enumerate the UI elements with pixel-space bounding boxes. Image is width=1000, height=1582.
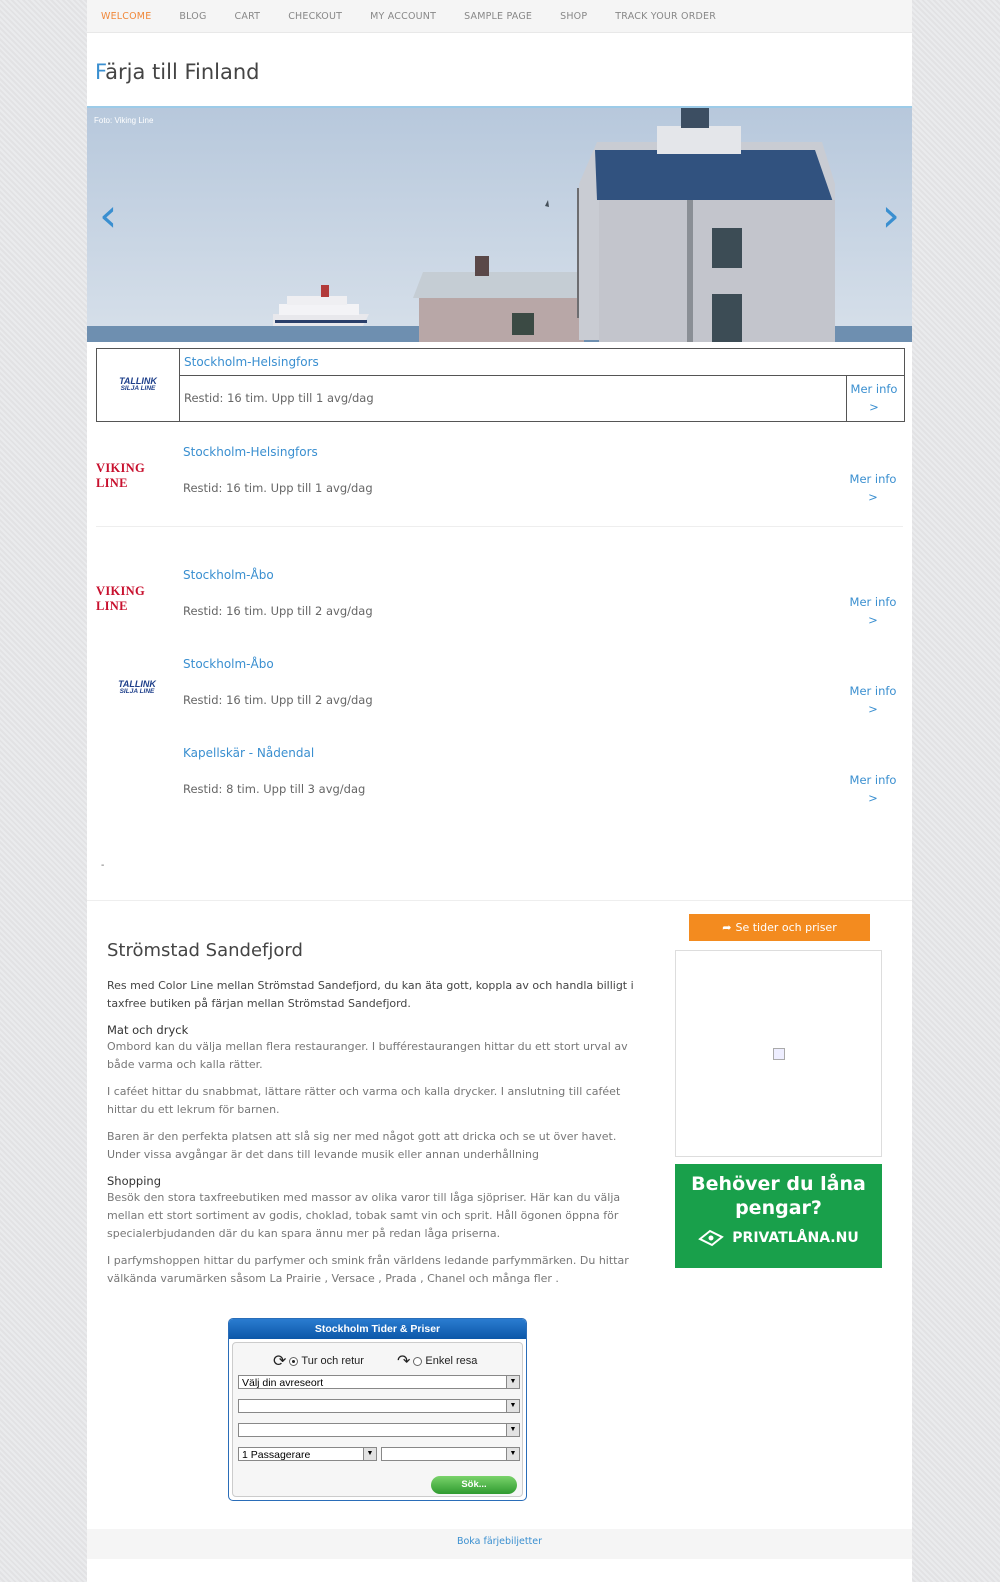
footer: [87, 1529, 912, 1559]
ferry-row: [96, 563, 903, 643]
nav-my-account[interactable]: MY ACCOUNT: [370, 10, 437, 22]
loan-brand-text: PRIVATLÅNA.NU: [732, 1230, 859, 1246]
lighthouse-building: [579, 108, 835, 342]
shopping-paragraph: Besök den stora taxfreebutiken med massor av olika varor till låga sjöpriser. Här kan du välja mellan ett stort sortiment av godis, choklad, tobak samt vin och sprit. Håll ögonen öppna för specialerbjudanden där du kan spara ännu mer på redan låga priserna.: [107, 1191, 621, 1240]
widget-form: [232, 1342, 523, 1497]
more-info-button[interactable]: [850, 380, 898, 416]
more-info-arrow: >: [868, 613, 878, 627]
viking-line-logo-text: VIKING LINE: [96, 461, 146, 490]
destination-select[interactable]: [238, 1399, 520, 1413]
divider: [96, 526, 903, 527]
cell-divider: [846, 375, 847, 421]
tallink-logo: [96, 672, 178, 704]
article-title: Strömstad Sandefjord: [107, 940, 303, 961]
section-divider: [87, 900, 912, 901]
nav-cart[interactable]: CART: [234, 10, 261, 22]
hero-slider: [87, 106, 912, 342]
route-info: Restid: 8 tim. Upp till 3 avg/dag: [183, 782, 366, 796]
roundtrip-radio[interactable]: [289, 1357, 298, 1366]
see-times-label: Se tider och priser: [735, 921, 837, 934]
oneway-radio[interactable]: [413, 1357, 422, 1366]
dropdown-arrow-icon: ▼: [506, 1448, 519, 1460]
nav-shop[interactable]: SHOP: [560, 10, 588, 22]
loan-banner[interactable]: [675, 1164, 882, 1268]
more-info-arrow: >: [868, 791, 878, 805]
viking-line-logo: [96, 460, 178, 492]
route-info: Restid: 16 tim. Upp till 2 avg/dag: [183, 604, 373, 618]
more-info-label: Mer info: [849, 684, 897, 698]
route-link[interactable]: Stockholm-Åbo: [183, 568, 274, 582]
date-select[interactable]: [238, 1423, 520, 1437]
widget-title: Stockholm Tider & Priser: [229, 1319, 526, 1339]
oneway-icon: ↷: [397, 1353, 411, 1370]
roundtrip-icon: ⟳: [273, 1353, 287, 1370]
photo-credit: Foto: Viking Line: [94, 116, 154, 125]
viking-line-logo-text: VIKING LINE: [96, 584, 146, 613]
more-info-arrow: >: [868, 490, 878, 504]
ad-box[interactable]: [675, 950, 882, 1157]
departure-select[interactable]: [238, 1375, 520, 1389]
viking-line-logo: [96, 583, 178, 615]
slider-next-icon[interactable]: ›: [881, 188, 900, 242]
broken-image-icon: [773, 1048, 785, 1060]
see-times-button[interactable]: [689, 914, 870, 941]
more-info-arrow: >: [868, 702, 878, 716]
roundtrip-label: Tur och retur: [301, 1355, 364, 1367]
site-title[interactable]: [95, 60, 260, 84]
ferry-row: [96, 348, 905, 422]
more-info-button[interactable]: [849, 593, 897, 629]
more-info-label: Mer info: [849, 595, 897, 609]
booking-widget: [228, 1318, 527, 1501]
oneway-option[interactable]: [397, 1351, 477, 1371]
route-info: Restid: 16 tim. Upp till 2 avg/dag: [183, 693, 373, 707]
ferry-row: [96, 652, 903, 732]
passengers-select[interactable]: [238, 1447, 377, 1461]
nav-sample-page[interactable]: SAMPLE PAGE: [464, 10, 533, 22]
food-heading: Mat och dryck: [107, 1023, 189, 1037]
more-info-label: Mer info: [849, 773, 897, 787]
dropdown-arrow-icon: ▼: [506, 1424, 519, 1436]
share-arrow-icon: ➦: [722, 921, 732, 934]
food-paragraph: I caféet hittar du snabbmat, lättare rätter och varma och kalla drycker. I anslutning till caféet hittar du ett lekrum för barnen.: [107, 1085, 621, 1116]
dropdown-arrow-icon: ▼: [506, 1376, 519, 1388]
page: [87, 0, 912, 1582]
article-lead: Res med Color Line mellan Strömstad Sandefjord, du kan äta gott, koppla av och handla billigt i taxfree butiken på färjan mellan Strömstad Sandefjord.: [107, 979, 634, 1010]
more-info-label: Mer info: [850, 382, 898, 396]
route-info: Restid: 16 tim. Upp till 1 avg/dag: [184, 391, 374, 405]
more-info-label: Mer info: [849, 472, 897, 486]
nav-track-order[interactable]: TRACK YOUR ORDER: [615, 10, 717, 22]
food-paragraph: Ombord kan du välja mellan flera restauranger. I bufférestaurangen hittar du ett stort urval av både varma och kalla rätter.: [107, 1040, 628, 1071]
top-nav: [87, 0, 912, 33]
dropdown-arrow-icon: ▼: [506, 1400, 519, 1412]
passengers-value: 1 Passagerare: [242, 1449, 311, 1461]
departure-value: Välj din avreseort: [242, 1377, 324, 1389]
nav-welcome[interactable]: WELCOME: [101, 10, 152, 22]
more-info-arrow: >: [869, 400, 879, 414]
tallink-logo: [97, 349, 180, 421]
vehicle-select[interactable]: [381, 1447, 520, 1461]
dropdown-arrow-icon: ▼: [363, 1448, 376, 1460]
site-title-first: F: [95, 60, 106, 84]
search-button[interactable]: Sök...: [431, 1476, 517, 1494]
route-link[interactable]: Stockholm-Åbo: [183, 657, 274, 671]
nav-blog[interactable]: BLOG: [179, 10, 207, 22]
roundtrip-option[interactable]: [273, 1351, 364, 1371]
loan-question: Behöver du låna pengar?: [691, 1173, 866, 1219]
route-link[interactable]: Stockholm-Helsingfors: [184, 355, 319, 369]
ferry-row: [96, 440, 903, 520]
money-icon: [698, 1229, 724, 1247]
ferry-row: [96, 741, 903, 821]
tallink-logo-bottom: SILJA LINE: [119, 688, 155, 695]
footer-book-link[interactable]: Boka färjebiljetter: [456, 1536, 543, 1547]
route-link[interactable]: Stockholm-Helsingfors: [183, 445, 318, 459]
food-paragraph: Baren är den perfekta platsen att slå sig ner med något gott att dricka och se ut över havet. Under vissa avgångar är det dans till levande musik eller annan underhållning: [107, 1130, 617, 1161]
route-info: Restid: 16 tim. Upp till 1 avg/dag: [183, 481, 373, 495]
nav-checkout[interactable]: CHECKOUT: [288, 10, 343, 22]
row-divider: [179, 375, 904, 376]
more-info-button[interactable]: [849, 771, 897, 807]
tallink-logo-bottom: SILJA LINE: [120, 385, 156, 392]
separator-dash: -: [101, 860, 105, 871]
more-info-button[interactable]: [849, 470, 897, 506]
loan-brand: [675, 1229, 882, 1247]
tallink-logo-top: TALLINK: [118, 679, 156, 689]
route-link[interactable]: Kapellskär - Nådendal: [183, 746, 315, 760]
shopping-paragraph: I parfymshoppen hittar du parfymer och smink från världens ledande parfymmärken. Du hittar välkända varumärken såsom La Prairie , Versace , Prada , Chanel och många fler .: [107, 1254, 629, 1285]
shopping-heading: Shopping: [107, 1174, 162, 1188]
site-title-rest: ärja till Finland: [105, 60, 260, 84]
hero-image: [87, 108, 912, 342]
article: [107, 940, 652, 1297]
slider-prev-icon[interactable]: ‹: [99, 188, 118, 242]
more-info-button[interactable]: [849, 682, 897, 718]
oneway-label: Enkel resa: [425, 1355, 478, 1367]
tallink-logo-top: TALLINK: [119, 376, 157, 386]
